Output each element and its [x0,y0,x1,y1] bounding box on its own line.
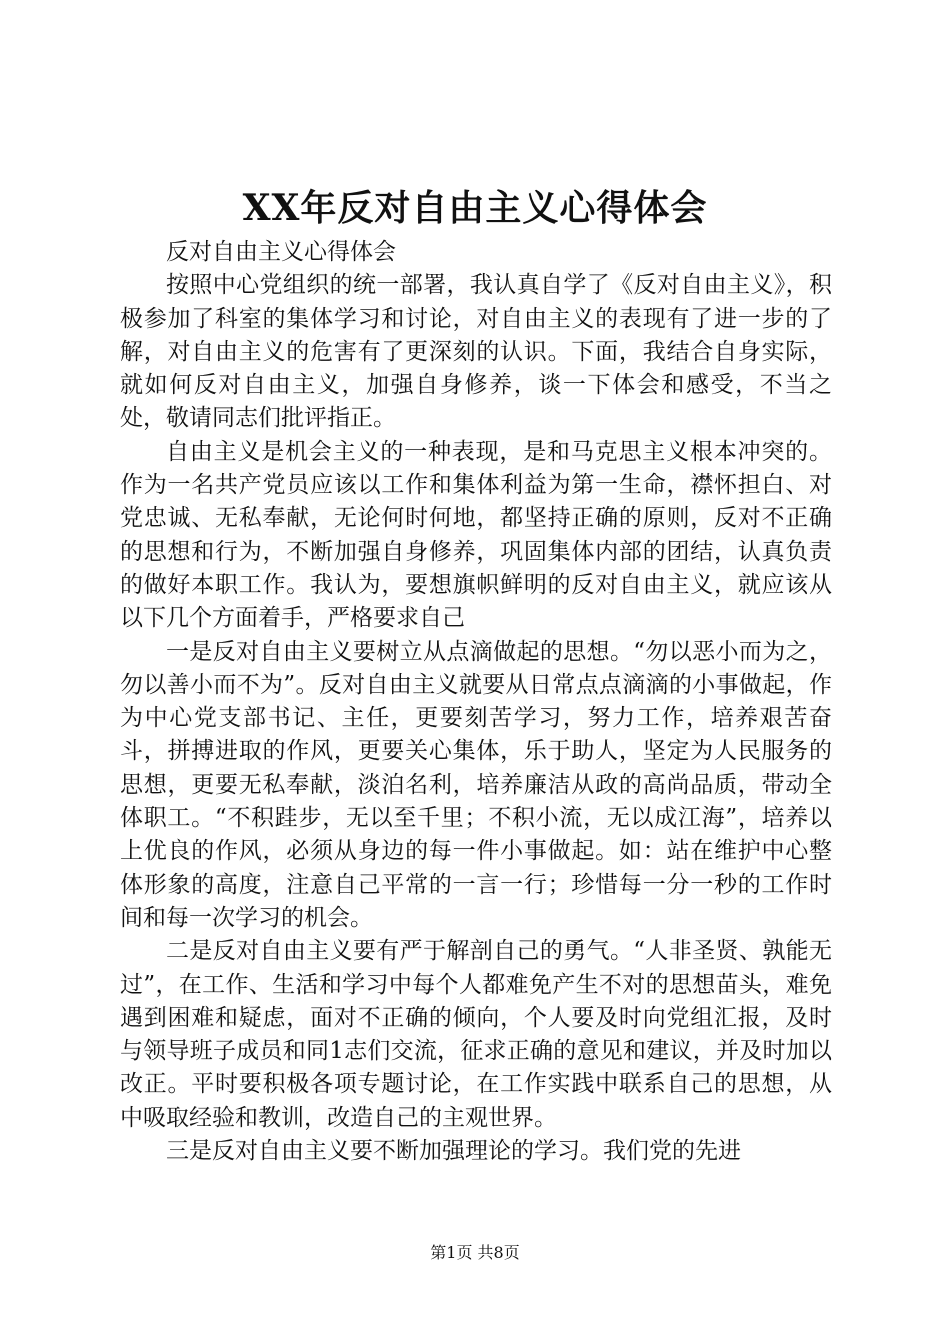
paragraph: 三是反对自由主义要不断加强理论的学习。我们党的先进 [166,1138,741,1165]
paragraph: 按照中心党组织的统一部署，我认真自学了《反对自由主义》，积极参加了科室的集体学习和讨论，对自由主义的表现有了进一步的了解，对自由主义的危害有了更深刻的认识。下面，我结合自身实际，就如何反对自由主义，加强自身修养，谈一下体会和感受，不当之处，敬请同志们批评指正。 [120,272,832,432]
paragraph: 一是反对自由主义要树立从点滴做起的思想。“勿以恶小而为之，勿以善小而不为”。反对自由主义就要从日常点点滴滴的小事做起，作为中心党支部书记、主任，更要刻苦学习，努力工作，培养艰苦奋斗，拼搏进取的作风，更要关心集体，乐于助人，坚定为人民服务的思想，更要无私奉献，淡泊名利，培养廉洁从政的高尚品质，带动全体职工。“不积跬步，无以至千里；不积小流，无以成江海”，培养以上优良的作风，必须从身边的每一件小事做起。如：站在维护中心整体形象的高度，注意自己平常的一言一行；珍惜每一分一秒的工作时间和每一次学习的机会。 [120,638,832,931]
paragraph: 自由主义是机会主义的一种表现，是和马克思主义根本冲突的。作为一名共产党员应该以工作和集体利益为第一生命，襟怀担白、对党忠诚、无私奉献，无论何时何地，都坚持正确的原则，反对不正确的思想和行为，不断加强自身修养，巩固集体内部的团结，认真负责的做好本职工作。我认为，要想旗帜鲜明的反对自由主义，就应该从以下几个方面着手，严格要求自己 [120,438,832,632]
paragraph-subtitle: 反对自由主义心得体会 [166,239,396,265]
document-body [120,236,832,1168]
page-indicator: 第1页 共8页 [430,1243,520,1262]
document-title: XX年反对自由主义心得体会 [242,187,708,229]
page-footer [0,1240,950,1266]
paragraph: 二是反对自由主义要有严于解剖自己的勇气。“人非圣贤、孰能无过”，在工作、生活和学习中每个人都难免产生不对的思想苗头，难免遇到困难和疑虑，面对不正确的倾向，个人要及时向党组汇报，及时与领导班子成员和同1志们交流，征求正确的意见和建议，并及时加以改正。平时要积极各项专题讨论，在工作实践中联系自己的思想，从中吸取经验和教训，改造自己的主观世界。 [120,938,832,1131]
